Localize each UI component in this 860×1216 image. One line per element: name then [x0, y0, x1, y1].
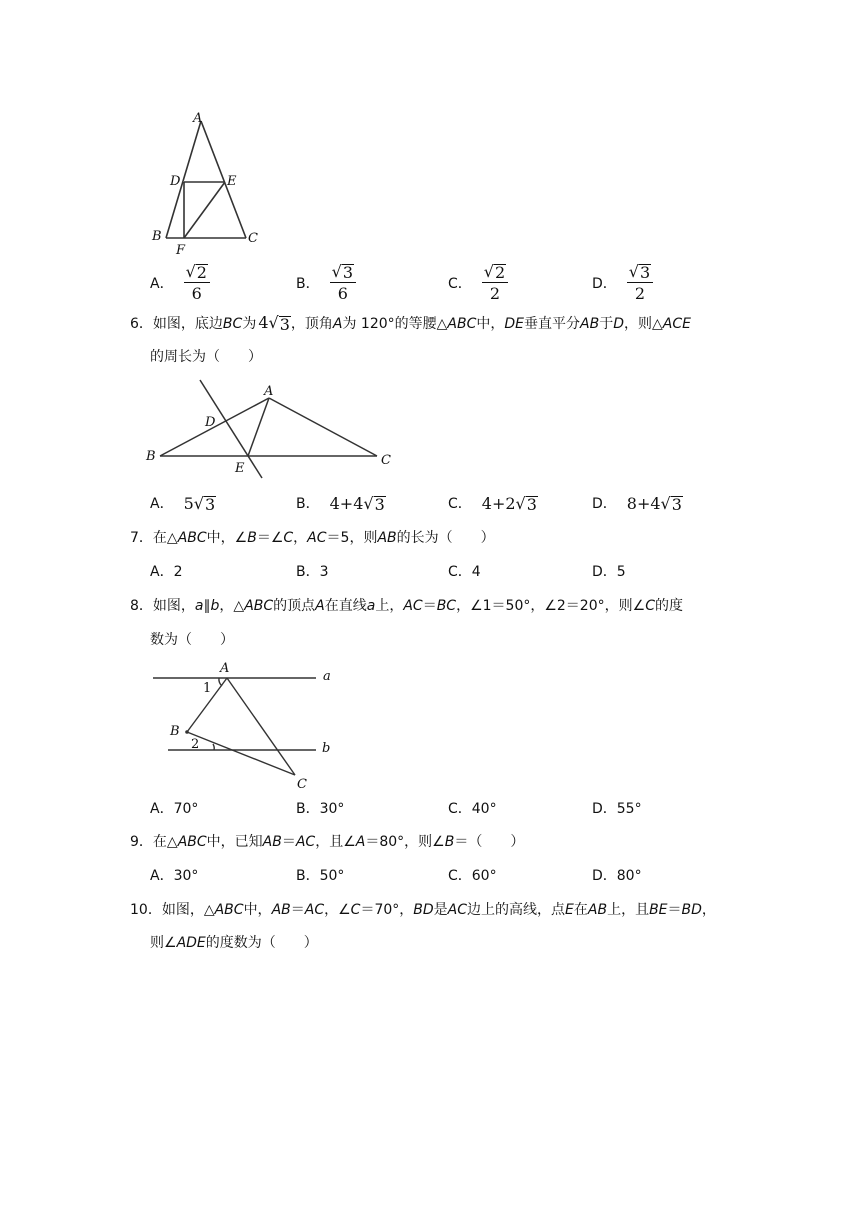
- side-ac: [201, 121, 246, 238]
- q9-option-b[interactable]: B．50°: [296, 868, 345, 884]
- side-bc: [187, 732, 295, 775]
- q6-option-d[interactable]: D． 8+4 √ 3: [592, 493, 682, 514]
- label-C: C: [297, 777, 307, 790]
- label-e: E: [235, 461, 245, 476]
- q5-option-a[interactable]: A． √ 2 6: [150, 262, 210, 303]
- label-b: B: [146, 449, 156, 464]
- q9-option-d[interactable]: D．80°: [592, 868, 642, 884]
- label-f: F: [176, 243, 186, 258]
- q7-option-a[interactable]: A．2: [150, 564, 183, 580]
- q8-option-b[interactable]: B．30°: [296, 801, 345, 817]
- q8-stem-line1: 8．如图，a∥b，△ABC的顶点A在直线a上，AC＝BC，∠1＝50°，∠2＝20°，则∠C的度: [130, 598, 683, 614]
- label-line-b: b: [322, 741, 331, 756]
- q6-stem-line2: 的周长为（ ）: [150, 349, 262, 365]
- side-ac: [227, 678, 295, 775]
- label-c: C: [381, 453, 391, 468]
- label-angle-1: 1: [203, 681, 212, 696]
- label-c: C: [248, 231, 258, 246]
- label-d: D: [170, 174, 181, 189]
- q7-option-d[interactable]: D．5: [592, 564, 626, 580]
- label-e: E: [227, 174, 237, 189]
- q6-option-b[interactable]: B． 4+4 √ 3: [296, 493, 385, 514]
- q7-option-b[interactable]: B．3: [296, 564, 329, 580]
- q10-stem-line2: 则∠ADE的度数为（ ）: [150, 935, 318, 951]
- q9-option-c[interactable]: C．60°: [448, 868, 497, 884]
- figure-q5-triangle: [140, 105, 270, 260]
- q7-stem: 7．在△ABC中，∠B＝∠C，AC＝5，则AB的长为（ ）: [130, 530, 495, 546]
- q9-option-a[interactable]: A．30°: [150, 868, 199, 884]
- q9-stem: 9．在△ABC中，已知AB＝AC，且∠A＝80°，则∠B＝（ ）: [130, 834, 525, 850]
- q6-stem-line1: 6．如图，底边BC为 4 √ 3 ，顶角A为 120°的等腰△ABC中，DE垂直平分AB于D，则△ACE: [130, 313, 691, 334]
- q5-option-c[interactable]: C． √ 2 2: [448, 262, 508, 303]
- angle-2-arc: [213, 744, 214, 750]
- angle-1-arc: [219, 678, 222, 686]
- label-a: A: [264, 384, 274, 399]
- label-b: B: [152, 229, 162, 244]
- label-d: D: [205, 415, 216, 430]
- q7-option-c[interactable]: C．4: [448, 564, 481, 580]
- q8-option-c[interactable]: C．40°: [448, 801, 497, 817]
- label-a: A: [193, 111, 203, 126]
- side-ac: [269, 398, 377, 456]
- q8-option-a[interactable]: A．70°: [150, 801, 199, 817]
- figure-q6-triangle: [140, 375, 400, 485]
- segment-ef: [184, 182, 225, 238]
- q8-stem-line2: 数为（ ）: [150, 632, 234, 648]
- q6-option-c[interactable]: C． 4+2 √ 3: [448, 493, 537, 514]
- label-angle-2: 2: [191, 737, 200, 752]
- point-b: [185, 730, 189, 734]
- q10-stem-line1: 10．如图，△ABC中，AB＝AC，∠C＝70°，BD是AC边上的高线，点E在AB上，且BE＝BD，: [130, 902, 716, 918]
- q6-option-a[interactable]: A． 5 √ 3: [150, 493, 216, 514]
- figure-q8-parallel-lines: [145, 655, 345, 790]
- q5-option-d[interactable]: D． √ 3 2: [592, 262, 653, 303]
- label-B: B: [170, 724, 180, 739]
- label-A: A: [220, 661, 230, 676]
- q8-option-d[interactable]: D．55°: [592, 801, 642, 817]
- label-line-a: a: [323, 669, 331, 684]
- q5-option-b[interactable]: B． √ 3 6: [296, 262, 356, 303]
